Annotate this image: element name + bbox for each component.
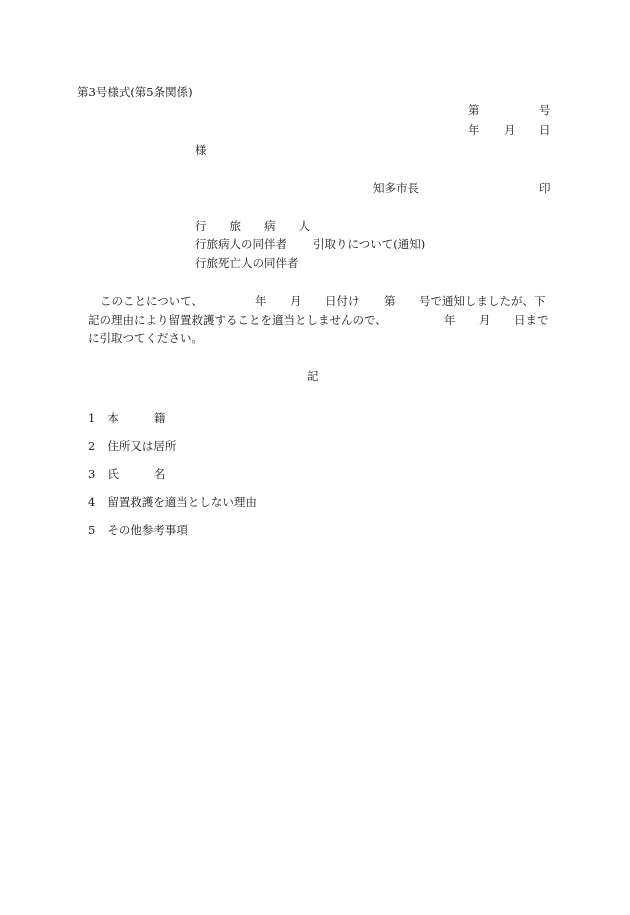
subject-char: 行 bbox=[195, 219, 207, 233]
list-item bbox=[88, 467, 165, 481]
item-label: その他参考事項 bbox=[107, 523, 188, 537]
subject-line-3: 行旅死亡人の同伴者 bbox=[195, 256, 299, 270]
body-line3: に引取つてください。 bbox=[88, 331, 203, 345]
item-label: 名 bbox=[153, 467, 166, 481]
number-suffix: 号 bbox=[539, 103, 551, 117]
date-year: 年 bbox=[468, 123, 480, 137]
body-dated: 日付け bbox=[325, 294, 360, 308]
item-label: 留置救護を適当としない理由 bbox=[107, 495, 257, 509]
date-day: 日 bbox=[539, 123, 551, 137]
body-line2-year: 年 bbox=[444, 313, 456, 327]
list-item bbox=[88, 439, 176, 453]
ki-heading: 記 bbox=[307, 369, 319, 383]
subject-line-2: 行旅病人の同伴者 bbox=[195, 237, 287, 251]
subject-char: 病 bbox=[264, 219, 276, 233]
item-label: 住所又は居所 bbox=[107, 439, 177, 453]
body-month: 月 bbox=[290, 294, 302, 308]
issuer-seal: 印 bbox=[539, 181, 551, 195]
body-lead: このことについて、 bbox=[100, 294, 204, 308]
body-line2-text: 記の理由により留置救護することを適当としませんので、 bbox=[88, 313, 387, 327]
list-item bbox=[88, 495, 257, 509]
body-line1-tail: 号で通知しましたが、下 bbox=[419, 294, 546, 308]
item-label: 籍 bbox=[153, 411, 166, 425]
item-label: 氏 bbox=[107, 467, 119, 481]
item-number: 5 bbox=[88, 523, 96, 537]
item-number: 2 bbox=[88, 439, 96, 453]
issuer-name: 知多市長 bbox=[373, 181, 419, 195]
subject-line-1 bbox=[195, 219, 310, 233]
body-year: 年 bbox=[255, 294, 267, 308]
body-line2-tail: 日まで bbox=[514, 313, 549, 327]
item-number: 1 bbox=[88, 411, 96, 425]
form-header: 第3号様式(第5条関係) bbox=[77, 85, 193, 99]
addressee-suffix: 様 bbox=[195, 143, 207, 157]
date-month: 月 bbox=[504, 123, 516, 137]
subject-char: 人 bbox=[298, 219, 310, 233]
subject-title: 引取りについて(通知) bbox=[313, 237, 426, 251]
item-label: 本 bbox=[107, 411, 119, 425]
list-item bbox=[88, 411, 165, 425]
number-prefix: 第 bbox=[468, 103, 480, 117]
item-number: 4 bbox=[88, 495, 96, 509]
body-line2-month: 月 bbox=[479, 313, 491, 327]
list-item bbox=[88, 523, 188, 537]
subject-char: 旅 bbox=[229, 219, 241, 233]
body-num-prefix: 第 bbox=[384, 294, 396, 308]
item-number: 3 bbox=[88, 467, 96, 481]
